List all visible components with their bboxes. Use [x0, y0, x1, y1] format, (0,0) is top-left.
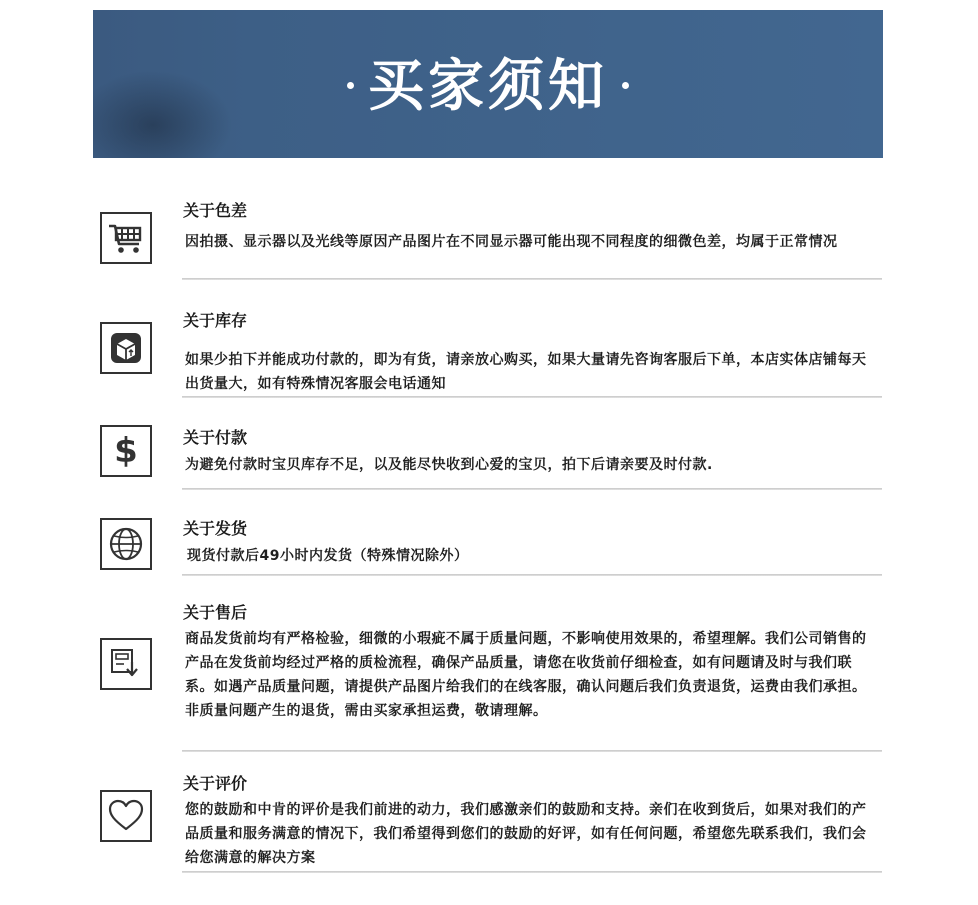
- heart-icon: [100, 790, 152, 842]
- section-title: 关于付款: [183, 428, 248, 447]
- section-title: 关于库存: [183, 311, 248, 330]
- section-text: 商品发货前均有严格检验，细微的小瑕疵不属于质量问题，不影响使用效果的，希望理解。我们公司销售的产品在发货前均经过严格的质检流程，确保产品质量，请您在收货前仔细检查，如有问题请及时与我们联系。如遇产品质量问题，请提供产品图片给我们的在线客服，确认问题后我们负责退货，运费由我们承担。非质量问题产生的退货，需由买家承担运费，敬请理解。: [185, 631, 867, 719]
- dollar-sign-icon: $: [100, 425, 152, 477]
- section-title: 关于发货: [183, 519, 248, 538]
- divider: [182, 278, 882, 280]
- globe-icon: [100, 518, 152, 570]
- shopping-cart-icon: [100, 212, 152, 264]
- divider: [182, 750, 882, 752]
- section-title: 关于售后: [183, 603, 248, 622]
- section-text: 为避免付款时宝贝库存不足，以及能尽快收到心爱的宝贝，拍下后请亲要及时付款.: [185, 457, 713, 473]
- section-title: 关于评价: [183, 774, 248, 793]
- left-dot-icon: [347, 82, 354, 89]
- right-dot-icon: [622, 82, 629, 89]
- banner-title: 买家须知: [368, 54, 608, 119]
- section-text: 您的鼓励和中肯的评价是我们前进的动力，我们感激亲们的鼓励和支持。亲们在收到货后，如果对我们的产品质量和服务满意的情况下，我们希望得到您们的鼓励的好评，如有任何问题，希望您先联系我们，我们会给您满意的解决方案: [185, 802, 867, 866]
- header-banner: [93, 10, 883, 158]
- banner-title-wrap: [93, 52, 883, 122]
- section-text: 现货付款后49小时内发货（特殊情况除外）: [187, 548, 469, 564]
- section-text: 如果少拍下并能成功付款的，即为有货，请亲放心购买，如果大量请先咨询客服后下单，本店实体店铺每天出货量大，如有特殊情况客服会电话通知: [185, 352, 867, 392]
- return-box-icon: [100, 638, 152, 690]
- divider: [182, 574, 882, 576]
- section-text: 因拍摄、显示器以及光线等原因产品图片在不同显示器可能出现不同程度的细微色差，均属于正常情况: [185, 234, 838, 250]
- divider: [182, 871, 882, 873]
- divider: [182, 396, 882, 398]
- package-box-icon: [100, 322, 152, 374]
- section-title: 关于色差: [183, 201, 248, 220]
- divider: [182, 488, 882, 490]
